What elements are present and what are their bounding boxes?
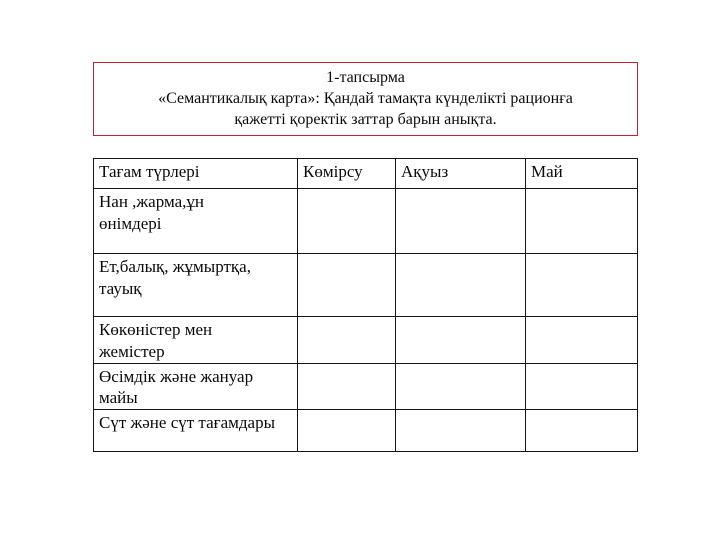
- row-label-vegetables-fruits: [94, 317, 298, 364]
- task-title-box: [93, 62, 638, 136]
- column-header-food-types: Тағам түрлері: [94, 159, 298, 189]
- table-row: [94, 254, 638, 317]
- answer-cell: [396, 410, 526, 452]
- answer-cell: [396, 189, 526, 254]
- answer-cell: [298, 189, 396, 254]
- answer-cell: [526, 254, 638, 317]
- table-row: [94, 317, 638, 364]
- semantic-map-table: [93, 158, 638, 452]
- column-header-carbohydrate: Көмірсу: [298, 159, 396, 189]
- answer-cell: [526, 317, 638, 364]
- task-description-line: «Семантикалық карта»: Қандай тамақта күнделікті рационға: [158, 90, 573, 107]
- answer-cell: [526, 189, 638, 254]
- row-label-plant-animal-fat: [94, 363, 298, 410]
- table-row: [94, 189, 638, 254]
- answer-cell: [298, 410, 396, 452]
- answer-cell: [396, 254, 526, 317]
- answer-cell: [298, 317, 396, 364]
- row-label-line: майы: [99, 388, 138, 408]
- row-label-bread-grain-products: [94, 189, 298, 254]
- task-number-line: 1-тапсырма: [326, 69, 405, 86]
- row-label-line: тауық: [99, 278, 142, 298]
- header-row: [94, 159, 638, 189]
- row-label-line: Сүт және сүт тағамдары: [99, 413, 276, 432]
- row-label-line: Өсімдік және жануар: [99, 366, 254, 386]
- row-label-line: Ет,балық, жұмыртқа,: [99, 257, 251, 276]
- row-label-line: жемістер: [99, 341, 165, 361]
- column-header-fat: Май: [526, 159, 638, 189]
- table-row: [94, 363, 638, 410]
- answer-cell: [396, 317, 526, 364]
- row-label-line: Көкөністер мен: [99, 320, 213, 339]
- column-header-protein: Ақуыз: [396, 159, 526, 189]
- answer-cell: [396, 363, 526, 410]
- task-description-line: қажетті қоректік заттар барын анықта.: [234, 111, 497, 128]
- answer-cell: [526, 363, 638, 410]
- row-label-milk-products: [94, 410, 298, 452]
- answer-cell: [298, 363, 396, 410]
- row-label-line: Нан ,жарма,ұн: [99, 192, 204, 211]
- answer-cell: [298, 254, 396, 317]
- answer-cell: [526, 410, 638, 452]
- table-row: [94, 410, 638, 452]
- row-label-line: өнімдері: [99, 213, 162, 233]
- row-label-meat-fish-egg-poultry: [94, 254, 298, 317]
